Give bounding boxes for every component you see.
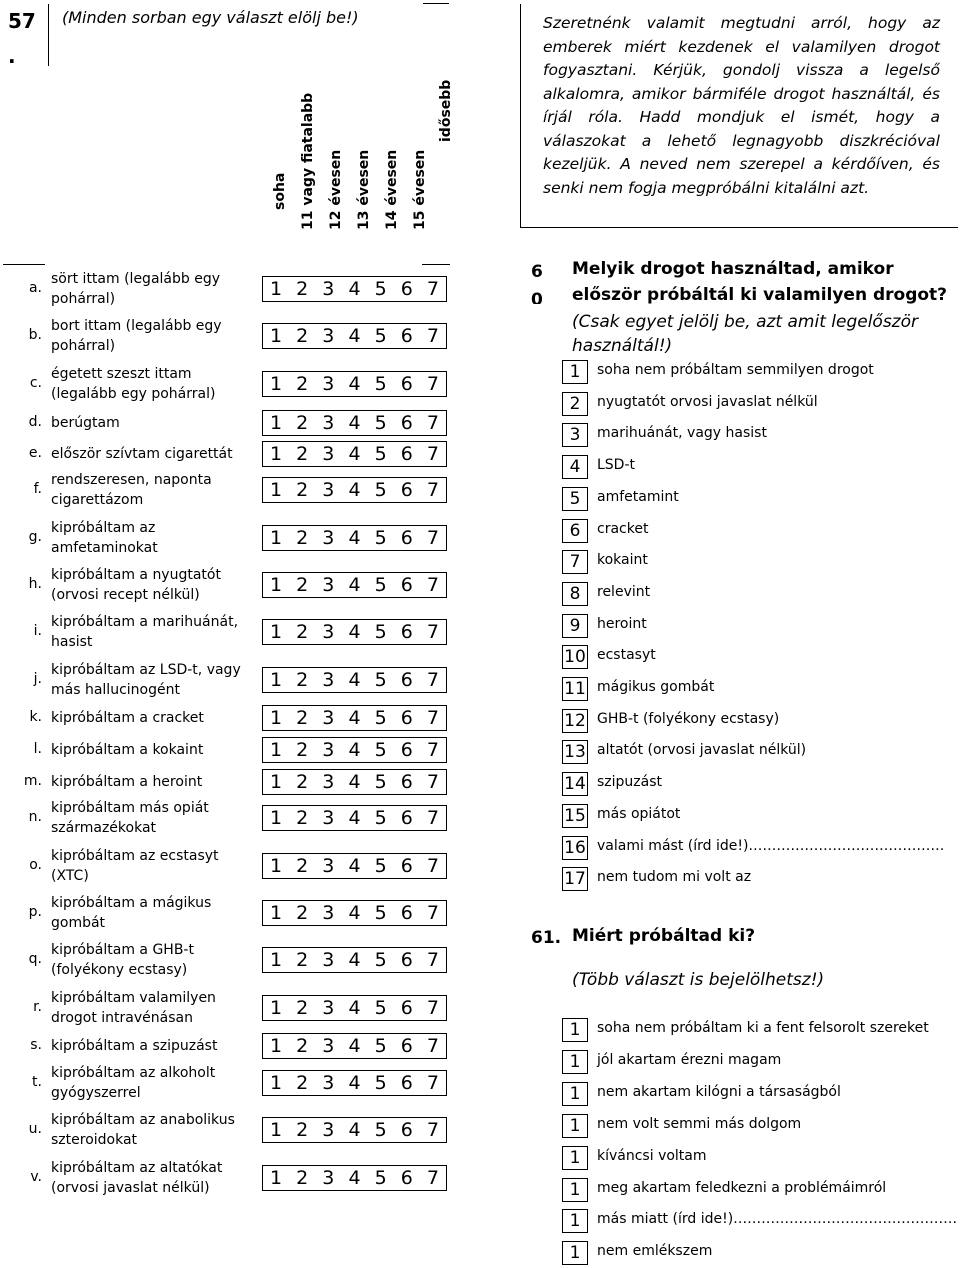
option-checkbox[interactable]: 1 <box>562 1241 588 1265</box>
scale-option[interactable]: 7 <box>426 1166 439 1189</box>
option-checkbox[interactable]: 5 <box>562 487 588 511</box>
scale-option[interactable]: 6 <box>400 668 413 691</box>
scale-option[interactable]: 7 <box>426 324 439 347</box>
row-letter: h. <box>28 576 42 592</box>
scale-option[interactable]: 5 <box>374 1118 387 1141</box>
option-checkbox[interactable]: 13 <box>562 740 588 764</box>
scale-option[interactable]: 7 <box>426 478 439 501</box>
option-label: amfetamint <box>597 488 679 505</box>
answer-scale <box>262 853 447 879</box>
answer-scale <box>262 769 447 795</box>
row-letter: b. <box>28 327 42 343</box>
scale-option[interactable]: 1 <box>270 478 283 501</box>
scale-option[interactable]: 2 <box>296 372 309 395</box>
q60-number-bottom: 0 <box>531 290 543 304</box>
scale-option[interactable]: 4 <box>348 324 361 347</box>
scale-option[interactable]: 3 <box>322 411 335 434</box>
row-label: kipróbáltam az altatókat (orvosi javaslat nélkül) <box>51 1160 223 1196</box>
scale-option[interactable]: 5 <box>374 1071 387 1094</box>
scale-option[interactable]: 6 <box>400 1166 413 1189</box>
row-label: kipróbáltam az ecstasyt (XTC) <box>51 848 219 884</box>
row-label: kipróbáltam a marihuánát, hasist <box>51 614 239 650</box>
scale-option[interactable]: 5 <box>374 996 387 1019</box>
scale-option[interactable]: 3 <box>322 478 335 501</box>
option-label: nem volt semmi más dolgom <box>597 1115 802 1132</box>
option-label: nem emlékszem <box>597 1243 713 1260</box>
scale-option[interactable]: 6 <box>400 526 413 549</box>
option-checkbox[interactable]: 3 <box>562 423 588 447</box>
scale-option[interactable]: 2 <box>296 442 309 465</box>
option-label: cracket <box>597 520 649 537</box>
scale-option[interactable]: 2 <box>296 411 309 434</box>
scale-option[interactable]: 2 <box>296 948 309 971</box>
option-label: marihuánát, vagy hasist <box>597 425 767 442</box>
scale-option[interactable]: 2 <box>296 277 309 300</box>
scale-option[interactable]: 5 <box>374 526 387 549</box>
scale-option[interactable]: 7 <box>426 738 439 761</box>
column-header-13: 13 évesen <box>356 149 372 230</box>
scale-option[interactable]: 7 <box>426 442 439 465</box>
scale-option[interactable]: 1 <box>270 1071 283 1094</box>
scale-option[interactable]: 2 <box>296 996 309 1019</box>
option-label: más opiátot <box>597 805 681 822</box>
scale-option[interactable]: 2 <box>296 1166 309 1189</box>
scale-option[interactable]: 4 <box>348 1118 361 1141</box>
q61-title: Miért próbáltad ki? <box>572 926 756 946</box>
option-checkbox[interactable]: 2 <box>562 392 588 416</box>
scale-option[interactable]: 1 <box>270 372 283 395</box>
row-letter: l. <box>33 741 42 757</box>
scale-option[interactable]: 4 <box>348 1034 361 1057</box>
scale-option[interactable]: 4 <box>348 948 361 971</box>
table-top-rule-right <box>422 264 450 265</box>
scale-option[interactable]: 4 <box>348 277 361 300</box>
row-letter: p. <box>28 904 42 920</box>
option-checkbox[interactable]: 10 <box>562 645 588 669</box>
scale-option[interactable]: 3 <box>322 324 335 347</box>
scale-option[interactable]: 4 <box>348 706 361 729</box>
option-checkbox[interactable]: 11 <box>562 677 588 701</box>
row-letter: o. <box>29 857 42 873</box>
scale-option[interactable]: 1 <box>270 948 283 971</box>
scale-option[interactable]: 5 <box>374 948 387 971</box>
scale-option[interactable]: 1 <box>270 526 283 549</box>
row-letter: v. <box>30 1169 42 1185</box>
scale-option[interactable]: 2 <box>296 478 309 501</box>
scale-option[interactable]: 5 <box>374 738 387 761</box>
scale-option[interactable]: 4 <box>348 372 361 395</box>
row-letter: c. <box>29 375 42 391</box>
scale-option[interactable]: 2 <box>296 573 309 596</box>
scale-option[interactable]: 5 <box>374 372 387 395</box>
option-checkbox[interactable]: 1 <box>562 360 588 384</box>
scale-option[interactable]: 1 <box>270 277 283 300</box>
scale-option[interactable]: 5 <box>374 806 387 829</box>
row-label: égetett szeszt ittam (legalább egy pohárral) <box>51 366 216 402</box>
scale-option[interactable]: 4 <box>348 806 361 829</box>
row-label: kipróbáltam az anabolikus szteroidokat <box>51 1112 235 1148</box>
scale-option[interactable]: 3 <box>322 1034 335 1057</box>
scale-option[interactable]: 3 <box>322 706 335 729</box>
option-checkbox[interactable]: 4 <box>562 455 588 479</box>
answer-scale <box>262 995 447 1021</box>
scale-option[interactable]: 6 <box>400 738 413 761</box>
scale-option[interactable]: 7 <box>426 411 439 434</box>
row-label: rendszeresen, naponta cigarettázom <box>51 472 212 508</box>
option-label: mágikus gombát <box>597 679 715 695</box>
scale-option[interactable]: 4 <box>348 442 361 465</box>
scale-option[interactable]: 3 <box>322 442 335 465</box>
scale-option[interactable]: 5 <box>374 478 387 501</box>
scale-option[interactable]: 5 <box>374 573 387 596</box>
row-label: kipróbáltam a GHB-t (folyékony ecstasy) <box>51 942 194 978</box>
row-label: kipróbáltam a heroint <box>51 774 203 790</box>
scale-option[interactable]: 7 <box>426 1034 439 1057</box>
option-checkbox[interactable]: 1 <box>562 1146 588 1170</box>
scale-option[interactable]: 2 <box>296 1034 309 1057</box>
scale-option[interactable]: 1 <box>270 324 283 347</box>
option-checkbox[interactable]: 1 <box>562 1178 588 1202</box>
row-letter: t. <box>32 1074 42 1090</box>
option-checkbox[interactable]: 1 <box>562 1018 588 1042</box>
scale-option[interactable]: 5 <box>374 411 387 434</box>
scale-option[interactable]: 1 <box>270 901 283 924</box>
scale-option[interactable]: 3 <box>322 806 335 829</box>
scale-option[interactable]: 5 <box>374 620 387 643</box>
scale-option[interactable]: 6 <box>400 372 413 395</box>
option-label: kíváncsi voltam <box>597 1147 707 1164</box>
row-letter: d. <box>28 414 42 430</box>
option-label: nem tudom mi volt az <box>597 869 752 886</box>
left-divider <box>48 4 49 66</box>
option-checkbox[interactable]: 7 <box>562 550 588 574</box>
scale-option[interactable]: 6 <box>400 573 413 596</box>
scale-option[interactable]: 3 <box>322 854 335 877</box>
scale-option[interactable]: 7 <box>426 854 439 877</box>
scale-option[interactable]: 3 <box>322 526 335 549</box>
scale-option[interactable]: 5 <box>374 1166 387 1189</box>
scale-option[interactable]: 7 <box>426 277 439 300</box>
row-letter: a. <box>28 280 42 296</box>
scale-option[interactable]: 6 <box>400 324 413 347</box>
option-label: jól akartam érezni magam <box>597 1051 782 1068</box>
option-checkbox[interactable]: 12 <box>562 709 588 733</box>
scale-option[interactable]: 2 <box>296 620 309 643</box>
scale-option[interactable]: 2 <box>296 706 309 729</box>
row-letter: u. <box>28 1121 42 1137</box>
row-label: kipróbáltam az alkoholt gyógyszerrel <box>51 1065 216 1101</box>
option-checkbox[interactable]: 16 <box>562 836 588 860</box>
scale-option[interactable]: 4 <box>348 411 361 434</box>
scale-option[interactable]: 3 <box>322 573 335 596</box>
column-header-15: 15 évesen <box>412 149 428 230</box>
scale-option[interactable]: 4 <box>348 573 361 596</box>
option-checkbox[interactable]: 9 <box>562 614 588 638</box>
scale-option[interactable]: 7 <box>426 573 439 596</box>
scale-option[interactable]: 1 <box>270 854 283 877</box>
scale-option[interactable]: 2 <box>296 901 309 924</box>
answer-scale <box>262 276 447 302</box>
answer-scale <box>262 705 447 731</box>
option-checkbox[interactable]: 1 <box>562 1082 588 1106</box>
scale-option[interactable]: 4 <box>348 770 361 793</box>
scale-option[interactable]: 6 <box>400 706 413 729</box>
scale-option[interactable]: 4 <box>348 901 361 924</box>
answer-scale <box>262 525 447 551</box>
option-label: ecstasyt <box>597 647 656 664</box>
answer-scale <box>262 572 447 598</box>
q60-title: Melyik drogot használtad, amikor először próbáltál ki valamilyen drogot? <box>572 259 948 305</box>
scale-option[interactable]: 3 <box>322 770 335 793</box>
question-number: 57 <box>8 9 36 33</box>
scale-option[interactable]: 1 <box>270 668 283 691</box>
scale-option[interactable]: 6 <box>400 1071 413 1094</box>
column-header-idosebb: idősebb <box>438 79 454 142</box>
scale-option[interactable]: 4 <box>348 854 361 877</box>
scale-option[interactable]: 4 <box>348 738 361 761</box>
scale-option[interactable]: 1 <box>270 806 283 829</box>
row-label: kipróbáltam valamilyen drogot intravénásan <box>51 990 216 1026</box>
instruction-text: (Minden sorban egy választ elölj be!) <box>62 8 359 27</box>
scale-option[interactable]: 4 <box>348 996 361 1019</box>
scale-option[interactable]: 5 <box>374 442 387 465</box>
row-label: kipróbáltam az amfetaminokat <box>51 520 158 556</box>
row-letter: m. <box>23 773 42 789</box>
row-label: kipróbáltam a mágikus gombát <box>51 895 212 931</box>
scale-option[interactable]: 3 <box>322 996 335 1019</box>
option-checkbox[interactable]: 17 <box>562 867 588 891</box>
option-label: más miatt (írd ide!)………………………………………… <box>597 1211 958 1228</box>
scale-option[interactable]: 2 <box>296 526 309 549</box>
scale-option[interactable]: 5 <box>374 770 387 793</box>
scale-option[interactable]: 6 <box>400 277 413 300</box>
answer-scale <box>262 1165 447 1191</box>
row-letter: k. <box>29 709 42 725</box>
scale-option[interactable]: 2 <box>296 854 309 877</box>
scale-option[interactable]: 2 <box>296 1118 309 1141</box>
scale-option[interactable]: 3 <box>322 1166 335 1189</box>
scale-option[interactable]: 3 <box>322 277 335 300</box>
row-letter: q. <box>28 951 42 967</box>
question-number-dot: . <box>8 44 16 68</box>
scale-option[interactable]: 6 <box>400 901 413 924</box>
scale-option[interactable]: 2 <box>296 738 309 761</box>
scale-option[interactable]: 6 <box>400 1034 413 1057</box>
option-checkbox[interactable]: 1 <box>562 1114 588 1138</box>
answer-scale <box>262 900 447 926</box>
scale-option[interactable]: 4 <box>348 478 361 501</box>
scale-option[interactable]: 7 <box>426 526 439 549</box>
answer-scale <box>262 619 447 645</box>
q61-number: 61. <box>531 928 562 948</box>
column-header-14: 14 évesen <box>384 149 400 230</box>
scale-option[interactable]: 4 <box>348 668 361 691</box>
row-label: kipróbáltam az LSD-t, vagy más hallucinogént <box>51 662 241 698</box>
scale-option[interactable]: 1 <box>270 770 283 793</box>
scale-option[interactable]: 6 <box>400 996 413 1019</box>
option-label: heroint <box>597 615 647 632</box>
scale-option[interactable]: 3 <box>322 901 335 924</box>
option-label: szipuzást <box>597 774 663 791</box>
scale-option[interactable]: 7 <box>426 706 439 729</box>
answer-scale <box>262 1117 447 1143</box>
scale-option[interactable]: 7 <box>426 372 439 395</box>
scale-option[interactable]: 6 <box>400 948 413 971</box>
scale-option[interactable]: 1 <box>270 996 283 1019</box>
scale-option[interactable]: 5 <box>374 1034 387 1057</box>
row-letter: j. <box>33 671 42 687</box>
row-label: sört ittam (legalább egy pohárral) <box>51 271 220 307</box>
scale-option[interactable]: 7 <box>426 948 439 971</box>
scale-option[interactable]: 2 <box>296 1071 309 1094</box>
scale-option[interactable]: 3 <box>322 1071 335 1094</box>
q61-subtitle: (Több választ is bejelölhetsz!) <box>572 970 825 990</box>
scale-option[interactable]: 6 <box>400 620 413 643</box>
column-header-soha: soha <box>272 172 288 210</box>
q60-subtitle: (Csak egyet jelölj be, azt amit legelőször használtál!) <box>572 312 918 356</box>
answer-scale <box>262 1033 447 1059</box>
scale-option[interactable]: 1 <box>270 706 283 729</box>
answer-scale <box>262 477 447 503</box>
row-letter: i. <box>33 623 42 639</box>
scale-option[interactable]: 3 <box>322 372 335 395</box>
row-label: bort ittam (legalább egy pohárral) <box>51 318 222 354</box>
scale-option[interactable]: 1 <box>270 573 283 596</box>
option-label: nem akartam kilógni a társaságból <box>597 1083 841 1100</box>
option-checkbox[interactable]: 14 <box>562 772 588 796</box>
row-label: először szívtam cigarettát <box>51 446 233 462</box>
scale-option[interactable]: 5 <box>374 854 387 877</box>
scale-option[interactable]: 1 <box>270 411 283 434</box>
scale-option[interactable]: 2 <box>296 770 309 793</box>
option-label: soha nem próbáltam ki a fent felsorolt szereket <box>597 1020 929 1036</box>
scale-option[interactable]: 7 <box>426 668 439 691</box>
answer-scale <box>262 371 447 397</box>
row-letter: s. <box>30 1037 42 1053</box>
row-label: berúgtam <box>51 415 120 431</box>
scale-option[interactable]: 5 <box>374 668 387 691</box>
scale-option[interactable]: 2 <box>296 668 309 691</box>
answer-scale <box>262 410 447 436</box>
option-label: LSD-t <box>597 457 636 474</box>
row-label: kipróbáltam más opiát származékokat <box>51 800 209 836</box>
option-checkbox[interactable]: 1 <box>562 1050 588 1074</box>
scale-option[interactable]: 7 <box>426 901 439 924</box>
answer-scale <box>262 1070 447 1096</box>
scale-option[interactable]: 6 <box>400 806 413 829</box>
answer-scale <box>262 667 447 693</box>
scale-option[interactable]: 1 <box>270 1034 283 1057</box>
option-label: relevint <box>597 583 651 600</box>
scale-option[interactable]: 7 <box>426 770 439 793</box>
option-label: nyugtatót orvosi javaslat nélkül <box>597 393 818 410</box>
scale-option[interactable]: 7 <box>426 620 439 643</box>
option-label: kokaint <box>597 552 648 569</box>
scale-option[interactable]: 6 <box>400 442 413 465</box>
answer-scale <box>262 441 447 467</box>
option-checkbox[interactable]: 15 <box>562 804 588 828</box>
option-label: altatót (orvosi javaslat nélkül) <box>597 742 807 759</box>
scale-option[interactable]: 3 <box>322 1118 335 1141</box>
scale-option[interactable]: 3 <box>322 620 335 643</box>
scale-option[interactable]: 4 <box>348 1071 361 1094</box>
scale-option[interactable]: 6 <box>400 854 413 877</box>
row-letter: f. <box>33 481 42 497</box>
row-label: kipróbáltam a nyugtatót (orvosi recept nélkül) <box>51 567 221 603</box>
q60-number-top: 6 <box>531 262 543 282</box>
scale-option[interactable]: 3 <box>322 738 335 761</box>
scale-option[interactable]: 7 <box>426 1071 439 1094</box>
scale-option[interactable]: 1 <box>270 1118 283 1141</box>
option-label: soha nem próbáltam semmilyen drogot <box>597 362 874 378</box>
row-letter: r. <box>33 999 42 1015</box>
answer-scale <box>262 805 447 831</box>
option-checkbox[interactable]: 1 <box>562 1209 588 1233</box>
scale-option[interactable]: 5 <box>374 706 387 729</box>
scale-option[interactable]: 2 <box>296 324 309 347</box>
row-letter: g. <box>28 529 42 545</box>
intro-text: Szeretnénk valamit megtudni arról, hogy az emberek miért kezdenek el valamilyen drogot fogyasztani. Kérjük, gondolj vissza a legelső alkalomra, amikor bármiféle drogot használtál, és írjál róla. Hadd mondjuk el ismét, hogy a válaszokat a lehető legnagyobb diszkrécióval kezeljük. A neved nem szerepel a kérdőíven, és senki nem fogja megpróbálni kitalálni azt. <box>520 4 958 228</box>
scale-option[interactable]: 1 <box>270 620 283 643</box>
row-label: kipróbáltam a kokaint <box>51 742 204 758</box>
option-label: GHB-t (folyékony ecstasy) <box>597 710 780 727</box>
row-letter: e. <box>28 445 42 461</box>
scale-option[interactable]: 7 <box>426 1118 439 1141</box>
scale-option[interactable]: 5 <box>374 277 387 300</box>
scale-option[interactable]: 5 <box>374 901 387 924</box>
column-header-12: 12 évesen <box>328 149 344 230</box>
scale-option[interactable]: 1 <box>270 442 283 465</box>
row-label: kipróbáltam a szipuzást <box>51 1038 218 1054</box>
scale-option[interactable]: 4 <box>348 620 361 643</box>
option-label: valami mást (írd ide!)…………………………………… <box>597 837 945 854</box>
row-letter: n. <box>28 809 42 825</box>
scale-option[interactable]: 7 <box>426 806 439 829</box>
answer-scale <box>262 947 447 973</box>
scale-option[interactable]: 3 <box>322 668 335 691</box>
scale-option[interactable]: 1 <box>270 1166 283 1189</box>
row-label: kipróbáltam a cracket <box>51 710 204 726</box>
table-top-rule-left <box>3 264 45 265</box>
answer-scale <box>262 323 447 349</box>
scale-option[interactable]: 1 <box>270 738 283 761</box>
option-checkbox[interactable]: 8 <box>562 582 588 606</box>
option-checkbox[interactable]: 6 <box>562 519 588 543</box>
scale-option[interactable]: 4 <box>348 1166 361 1189</box>
scale-option[interactable]: 2 <box>296 806 309 829</box>
scale-option[interactable]: 4 <box>348 526 361 549</box>
scale-option[interactable]: 7 <box>426 996 439 1019</box>
scale-option[interactable]: 6 <box>400 478 413 501</box>
scale-option[interactable]: 5 <box>374 324 387 347</box>
scale-option[interactable]: 6 <box>400 770 413 793</box>
scale-option[interactable]: 6 <box>400 411 413 434</box>
scale-option[interactable]: 6 <box>400 1118 413 1141</box>
option-label: meg akartam feledkezni a problémáimról <box>597 1179 887 1196</box>
scale-option[interactable]: 3 <box>322 948 335 971</box>
answer-scale <box>262 737 447 763</box>
column-header-11: 11 vagy fiatalabb <box>300 92 316 230</box>
